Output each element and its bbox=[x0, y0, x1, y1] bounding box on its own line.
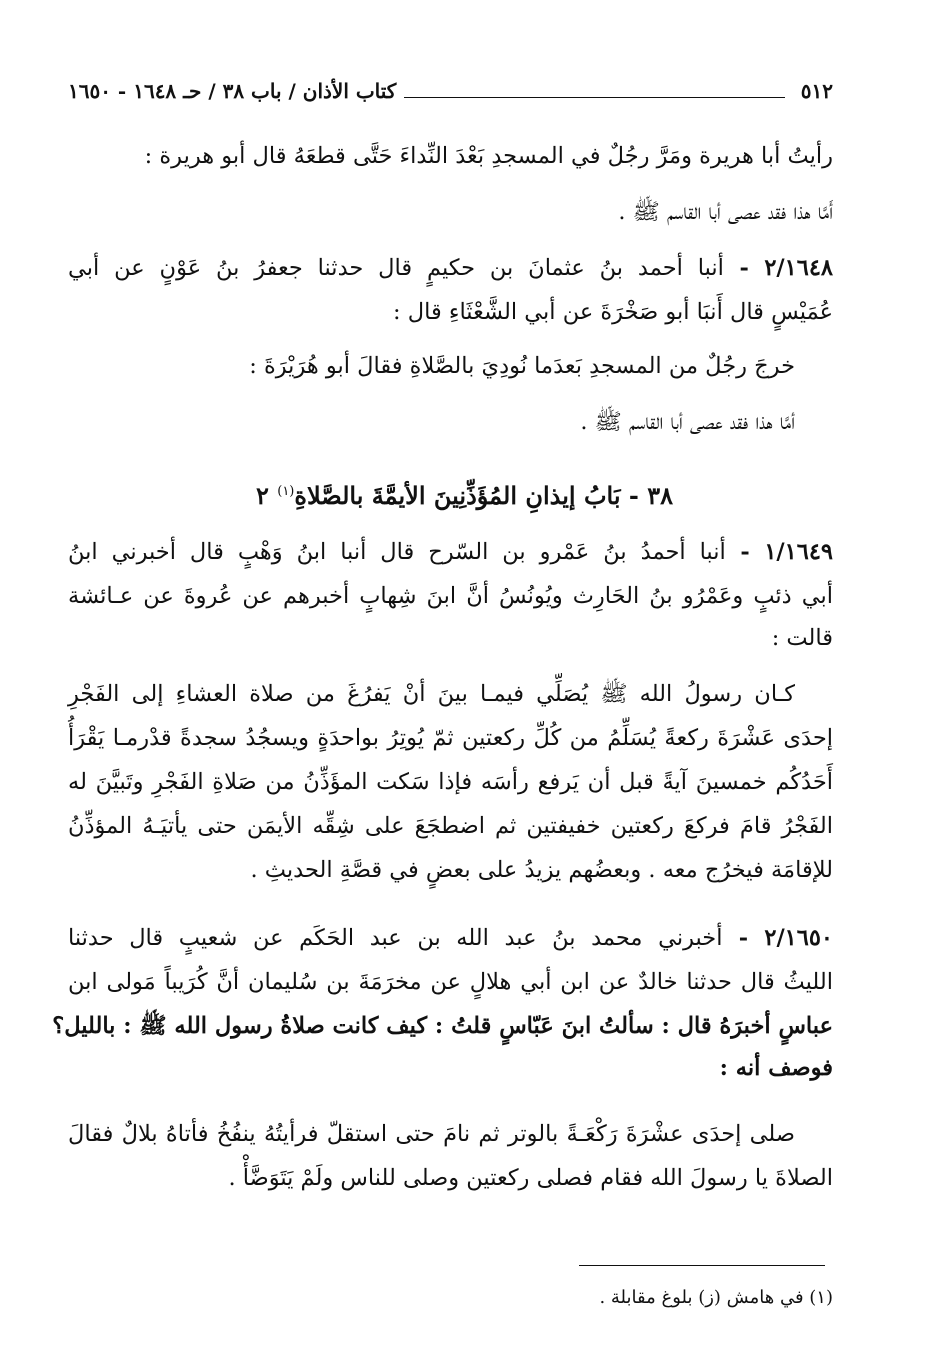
text-line: الفَجْرُ قامَ فركعَ ركعتين خفيفتين ثم اضطجَعَ على شِقِّه الأيمَن حتى يأتيَـهُ المؤذِّنُ bbox=[68, 813, 833, 839]
footnote-separator bbox=[579, 1265, 825, 1266]
text-line: فوصف أنه : bbox=[719, 1055, 833, 1081]
text-line: صلى إحدَى عشْرَةَ رَكْعَـةً بالوتر ثم نامَ حتى استقلّ فرأيتُهُ ينفُخُ فأتاهُ بلالٌ فقالَ bbox=[68, 1121, 795, 1147]
text-line: أبي ذئبٍ وعَمْرُو بنُ الحَارِث ويُونُسُ أنَّ ابنَ شِهابٍ أخبرهم عن عُروةَ عن عـائشة bbox=[68, 583, 833, 609]
hadith-first-line bbox=[68, 532, 833, 572]
footnote-mark: (١) bbox=[277, 484, 295, 499]
text-line: أَحَدُكُم خمسينَ آيةً قبل أن يَرفع رأسَه فإذا سَكت المؤَذِّنُ من صَلاةِ الفَجْرِ وتَبيَّنَ له bbox=[68, 769, 833, 795]
hadith-number: ٢/١٦٤٨ - bbox=[723, 255, 833, 281]
text-line: عُمَيْسٍ قال أَنبَا أبو صَخْرَةَ عن أبي الشَّعْثَاءِ قال : bbox=[393, 299, 833, 325]
header-title: كتاب الأذان / باب ٣٨ / حـ ١٦٤٨ - ١٦٥٠ bbox=[68, 79, 397, 103]
header-rule bbox=[404, 97, 784, 98]
text-line: عباسٍ أخبرَهُ قال : سألتُ ابنَ عَبّاسٍ قلتُ : كيف كانت صلاةُ رسول الله ﷺ : بالليل؟ bbox=[52, 1013, 833, 1039]
footnote: (١) في هامش (ز) بلوغ مقابلة . bbox=[599, 1287, 833, 1308]
text-line: الصلاةَ يا رسولَ الله فقام فصلى ركعتين وصلى للناس ولَمْ يَتَوَضَّأْ . bbox=[228, 1165, 833, 1191]
text-line: أَمَّا هذا فقد عصى أبا القاسم ﷺ . bbox=[618, 199, 833, 225]
chapter-heading-text: ٣٨ - بَابُ إيذانِ المُؤَذِّنِينَ الأيمَّةَ بالصَّلاةِ bbox=[294, 481, 673, 510]
chapter-heading-suffix: ٢ bbox=[255, 481, 269, 510]
hadith-number: ١/١٦٤٩ - bbox=[725, 539, 833, 565]
text-line: أخبرني محمد بنُ عبد الله بن عبد الحَكَم عن شعيبٍ قال حدثنا bbox=[68, 925, 723, 951]
hadith-number: ٢/١٦٥٠ - bbox=[722, 925, 834, 951]
text-line: أنبا أحمد بنُ عثمانَ بن حكيمٍ قال حدثنا جعفرُ بنُ عَوْنٍ عن أبي bbox=[68, 255, 724, 281]
text-line: إحدَى عَشْرَةَ ركعةً يُسَلِّمُ من كُلِّ ركعتين ثمّ يُوتِرُ بواحدَةٍ ويسجُدُ سجدةً قدْرمـا يَقْرَأُ bbox=[68, 725, 833, 751]
page-number: ٥١٢ bbox=[800, 79, 833, 103]
text-line: أنبا أحمدُ بنُ عَمْرو بن السّرح قال أنبا ابنُ وَهْبٍ قال أخبرني ابنُ bbox=[68, 539, 726, 565]
text-line: أمَّا هذا فقد عصى أبا القاسم ﷺ . bbox=[580, 409, 795, 435]
running-header bbox=[68, 76, 833, 106]
text-line: الليثُ قال حدثنا خالدٌ عن ابن أبي هلالٍ عن مخرَمَةَ بن سُليمان أنَّ كُرَيباً مَولى ابن bbox=[68, 969, 833, 995]
text-line: قالت : bbox=[771, 625, 833, 651]
text-line: كـان رسولُ الله ﷺ يُصَلِّي فيمـا بينَ أنْ يَفرُغَ من صلاة العشاءِ إلى الفَجْرِ bbox=[68, 681, 795, 707]
hadith-first-line bbox=[68, 918, 833, 958]
text-line: للإقامَة فيخرُج معه . وبعضُهم يزيدُ على بعضٍ في قصَّةِ الحديثِ . bbox=[250, 857, 833, 883]
chapter-heading bbox=[0, 470, 929, 518]
text-line: رأيتُ أبا هريرة ومَرَّ رجُلٌ في المسجدِ بَعْدَ النِّداءَ حَتَّى قطعَهُ قال أبو هريرة : bbox=[144, 143, 833, 169]
text-line: خرجَ رجُلٌ من المسجدِ بَعدَما نُودِيَ بالصَّلاةِ فقالَ أبو هُرَيْرَةَ : bbox=[249, 353, 795, 379]
hadith-first-line bbox=[68, 248, 833, 288]
